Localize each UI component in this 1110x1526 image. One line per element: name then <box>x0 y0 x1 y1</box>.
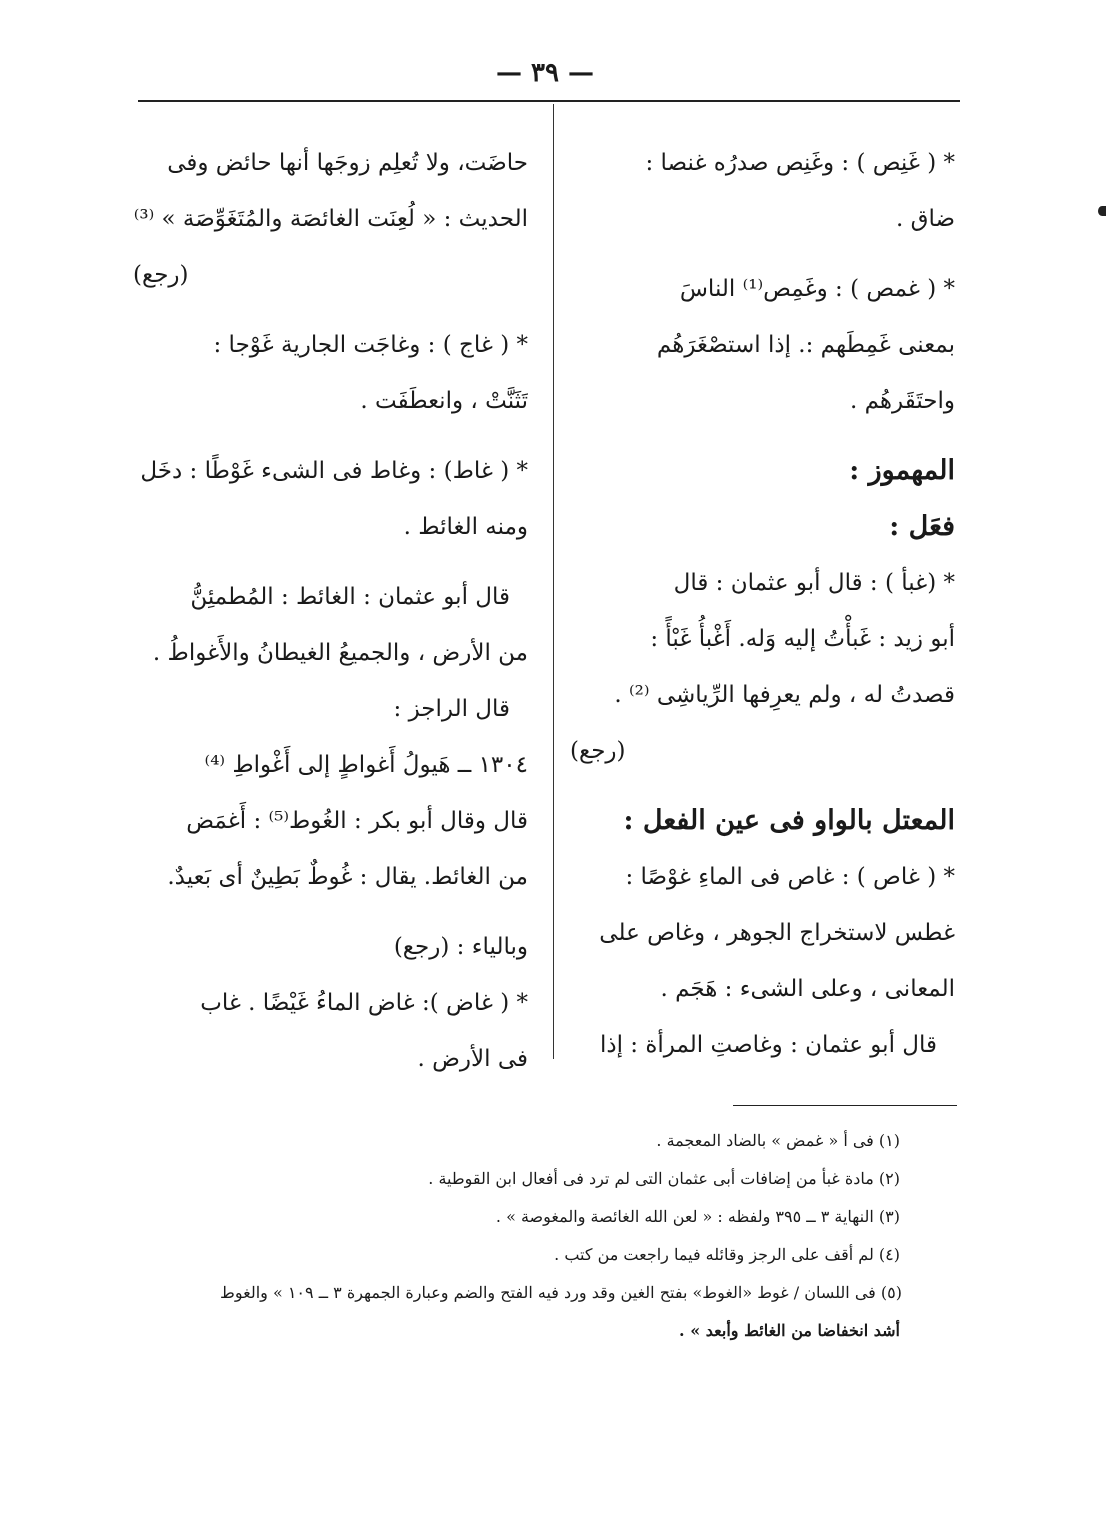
left-column <box>133 135 528 1087</box>
text-line: * ( غاج ) : وغاجَت الجارية غَوْجا : <box>213 332 528 358</box>
section-heading: وبالياء : (رجع) <box>393 934 528 960</box>
text-line: قصدتُ له ، ولم يعرِفها الرِّياشِى ⁽²⁾ . <box>614 682 955 708</box>
text-line: تَثَنَّتْ ، وانعطَفَت . <box>360 388 528 414</box>
text-line: بمعنى غَمِطَهم :. إذا استصْغَرَهُم <box>656 332 955 358</box>
text-line: ضاق . <box>895 206 955 232</box>
text-line: الحديث : « لُعِنَت الغائصَة والمُتَغَوِّصَة » ⁽³⁾ <box>133 206 528 232</box>
text-line: غطس لاستخراج الجوهر ، وغاص على <box>599 920 955 946</box>
text-line: * (غبأ ) : قال أبو عثمان : قال <box>673 570 955 596</box>
verse-line: ١٣٠٤ ــ هَيولُ أَغواطٍ إلى أَغْواطِ ⁽⁴⁾ <box>204 752 528 778</box>
text-line: أبو زيد : غَبأْتُ إليه وَله. أَغْبأُ غَبْأً : <box>650 626 955 652</box>
text-line: ومنه الغائط . <box>403 514 528 540</box>
footnote-1: (١) فى أ « غمض » بالضاد المعجمة . <box>656 1131 900 1150</box>
text-line: * ( غاص ) : غاص فى الماءِ غوْصًا : <box>625 864 955 890</box>
text-line: قال أبو عثمان : وغاصتِ المرأة : إذا <box>599 1032 937 1058</box>
page-number: — ٣٩ — <box>495 58 595 88</box>
section-heading: المهموز : <box>849 455 955 486</box>
text-line: قال وقال أبو بكر : الغُوط⁽⁵⁾ : أَغمَض <box>186 808 528 834</box>
return-marker: (رجع) <box>133 262 189 288</box>
footnote-rule <box>733 1105 957 1106</box>
text-line: من الأرض ، والجميعُ الغيطانُ والأَغواطُ . <box>152 640 528 666</box>
section-subheading: فعَل : <box>889 511 955 542</box>
footnotes <box>110 1122 900 1350</box>
footnote-4: (٤) لم أقف على الرجز وقائله فيما راجعت من كتب . <box>554 1245 900 1264</box>
right-column <box>570 135 955 1073</box>
text-line: * ( غاض ): غاض الماءُ غَيْضًا . غاب <box>200 990 528 1016</box>
text-line: * ( غمص ) : وغَمِص⁽¹⁾ الناسَ <box>679 276 955 302</box>
margin-mark <box>1098 206 1106 216</box>
text-line: فى الأرض . <box>417 1046 528 1072</box>
text-line: قال الراجز : <box>393 696 510 722</box>
return-marker: (رجع) <box>570 738 626 764</box>
header-rule <box>138 100 960 102</box>
text-line: واحتَقَرهُم . <box>849 388 955 414</box>
section-heading: المعتل بالواو فى عين الفعل : <box>623 805 955 836</box>
footnote-5: (٥) فى اللسان / غوط «الغوط» بفتح الغين وقد ورد فيه الفتح والضم وعبارة الجمهرة ٣ ــ ١٠٩ » والغوط <box>220 1283 902 1302</box>
column-divider <box>553 104 554 1059</box>
text-line: المعانى ، وعلى الشىء : هَجَم . <box>660 976 955 1002</box>
footnote-2: (٢) مادة غبأ من إضافات أبى عثمان التى لم ترد فى أفعال ابن القوطية . <box>428 1169 900 1188</box>
text-line: * ( غاط) : وغاط فى الشىء غَوْطًا : دخَل <box>140 458 528 484</box>
footnote-5-continued: أشد انخفاضا من الغائط وأبعد » . <box>679 1321 900 1340</box>
text-line: قال أبو عثمان : الغائط : المُطمئِنُّ <box>190 584 510 610</box>
text-line: حاضَت، ولا تُعلِم زوجَها أنها حائض وفى <box>167 150 528 176</box>
text-line: * ( غَنِص ) : وغَنِص صدرُه غنصا : <box>645 150 955 176</box>
text-line: من الغائط. يقال : غُوطٌ بَطِينٌ أى بَعيدٌ. <box>167 864 528 890</box>
footnote-3: (٣) النهاية ٣ ــ ٣٩٥ ولفظه : « لعن الله الغائصة والمغوصة » . <box>495 1207 900 1226</box>
